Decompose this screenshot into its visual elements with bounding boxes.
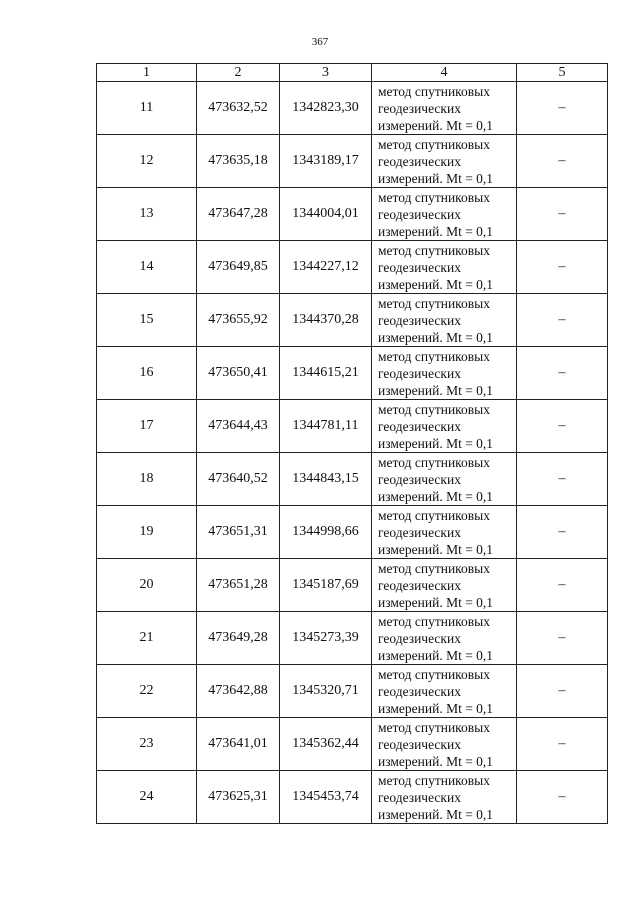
method-text-line: измерений. Mt = 0,1 — [378, 806, 494, 822]
point-number-cell: 18 — [97, 453, 197, 506]
method-cell — [372, 347, 517, 400]
method-text-line: геодезических — [378, 736, 461, 752]
method-text-line: метод спутниковых — [378, 83, 490, 99]
y-coordinate-cell: 1344843,15 — [280, 453, 372, 506]
method-text-line: метод спутниковых — [378, 507, 490, 523]
header-col-3: 3 — [280, 64, 372, 82]
method-text-line: геодезических — [378, 206, 461, 222]
header-col-5: 5 — [517, 64, 608, 82]
note-cell: – — [517, 612, 608, 665]
x-coordinate-cell: 473650,41 — [197, 347, 280, 400]
x-coordinate-cell: 473655,92 — [197, 294, 280, 347]
x-coordinate-cell: 473651,31 — [197, 506, 280, 559]
method-text-line: геодезических — [378, 312, 461, 328]
table-body — [97, 82, 608, 824]
table-row — [97, 347, 608, 400]
table-row — [97, 82, 608, 135]
note-cell: – — [517, 559, 608, 612]
method-cell — [372, 400, 517, 453]
y-coordinate-cell: 1344781,11 — [280, 400, 372, 453]
method-text-line: метод спутниковых — [378, 189, 490, 205]
note-cell: – — [517, 453, 608, 506]
method-text-line: геодезических — [378, 577, 461, 593]
table-row — [97, 771, 608, 824]
y-coordinate-cell: 1344998,66 — [280, 506, 372, 559]
y-coordinate-cell: 1344004,01 — [280, 188, 372, 241]
x-coordinate-cell: 473649,28 — [197, 612, 280, 665]
y-coordinate-cell: 1345320,71 — [280, 665, 372, 718]
method-text-line: геодезических — [378, 418, 461, 434]
x-coordinate-cell: 473649,85 — [197, 241, 280, 294]
y-coordinate-cell: 1345187,69 — [280, 559, 372, 612]
point-number-cell: 13 — [97, 188, 197, 241]
table-row — [97, 294, 608, 347]
point-number-cell: 20 — [97, 559, 197, 612]
method-text-line: измерений. Mt = 0,1 — [378, 488, 494, 504]
point-number-cell: 12 — [97, 135, 197, 188]
point-number-cell: 19 — [97, 506, 197, 559]
method-text-line: метод спутниковых — [378, 719, 490, 735]
method-text-line: метод спутниковых — [378, 136, 490, 152]
method-text-line: метод спутниковых — [378, 348, 490, 364]
method-text-line: геодезических — [378, 365, 461, 381]
method-text-line: геодезических — [378, 630, 461, 646]
point-number-cell: 11 — [97, 82, 197, 135]
method-text-line: геодезических — [378, 683, 461, 699]
method-cell — [372, 82, 517, 135]
page-number: 367 — [311, 36, 329, 48]
method-text-line: измерений. Mt = 0,1 — [378, 435, 494, 451]
x-coordinate-cell: 473635,18 — [197, 135, 280, 188]
note-cell: – — [517, 665, 608, 718]
table-row — [97, 135, 608, 188]
x-coordinate-cell: 473632,52 — [197, 82, 280, 135]
method-text-line: метод спутниковых — [378, 401, 490, 417]
point-number-cell: 21 — [97, 612, 197, 665]
method-cell — [372, 241, 517, 294]
method-cell — [372, 612, 517, 665]
method-text-line: измерений. Mt = 0,1 — [378, 700, 494, 716]
method-text-line: метод спутниковых — [378, 242, 490, 258]
method-text-line: геодезических — [378, 100, 461, 116]
method-cell — [372, 188, 517, 241]
method-cell — [372, 718, 517, 771]
table-row — [97, 506, 608, 559]
x-coordinate-cell: 473640,52 — [197, 453, 280, 506]
table-row — [97, 400, 608, 453]
method-text-line: измерений. Mt = 0,1 — [378, 170, 494, 186]
note-cell: – — [517, 135, 608, 188]
note-cell: – — [517, 294, 608, 347]
table-row — [97, 612, 608, 665]
method-text-line: измерений. Mt = 0,1 — [378, 329, 494, 345]
coordinates-table — [96, 63, 608, 824]
note-cell: – — [517, 400, 608, 453]
point-number-cell: 22 — [97, 665, 197, 718]
table-row — [97, 559, 608, 612]
header-col-4: 4 — [372, 64, 517, 82]
table-header — [97, 64, 608, 82]
table-row — [97, 665, 608, 718]
method-cell — [372, 559, 517, 612]
method-text-line: геодезических — [378, 259, 461, 275]
y-coordinate-cell: 1344615,21 — [280, 347, 372, 400]
method-cell — [372, 506, 517, 559]
method-cell — [372, 135, 517, 188]
method-cell — [372, 294, 517, 347]
method-text-line: измерений. Mt = 0,1 — [378, 594, 494, 610]
note-cell: – — [517, 241, 608, 294]
method-text-line: геодезических — [378, 524, 461, 540]
x-coordinate-cell: 473625,31 — [197, 771, 280, 824]
point-number-cell: 14 — [97, 241, 197, 294]
y-coordinate-cell: 1345273,39 — [280, 612, 372, 665]
x-coordinate-cell: 473644,43 — [197, 400, 280, 453]
note-cell: – — [517, 188, 608, 241]
point-number-cell: 15 — [97, 294, 197, 347]
method-text-line: метод спутниковых — [378, 295, 490, 311]
method-text-line: измерений. Mt = 0,1 — [378, 753, 494, 769]
note-cell: – — [517, 718, 608, 771]
method-text-line: измерений. Mt = 0,1 — [378, 276, 494, 292]
header-col-2: 2 — [197, 64, 280, 82]
table-row — [97, 718, 608, 771]
x-coordinate-cell: 473642,88 — [197, 665, 280, 718]
y-coordinate-cell: 1345362,44 — [280, 718, 372, 771]
note-cell: – — [517, 506, 608, 559]
method-text-line: метод спутниковых — [378, 454, 490, 470]
method-text-line: геодезических — [378, 471, 461, 487]
method-text-line: измерений. Mt = 0,1 — [378, 117, 494, 133]
method-text-line: измерений. Mt = 0,1 — [378, 382, 494, 398]
method-cell — [372, 771, 517, 824]
method-text-line: геодезических — [378, 789, 461, 805]
point-number-cell: 17 — [97, 400, 197, 453]
point-number-cell: 24 — [97, 771, 197, 824]
y-coordinate-cell: 1345453,74 — [280, 771, 372, 824]
point-number-cell: 23 — [97, 718, 197, 771]
method-text-line: метод спутниковых — [378, 560, 490, 576]
method-text-line: метод спутниковых — [378, 772, 490, 788]
header-row — [97, 64, 608, 82]
method-text-line: метод спутниковых — [378, 666, 490, 682]
method-text-line: метод спутниковых — [378, 613, 490, 629]
point-number-cell: 16 — [97, 347, 197, 400]
y-coordinate-cell: 1344227,12 — [280, 241, 372, 294]
y-coordinate-cell: 1343189,17 — [280, 135, 372, 188]
table-row — [97, 188, 608, 241]
x-coordinate-cell: 473651,28 — [197, 559, 280, 612]
method-cell — [372, 453, 517, 506]
x-coordinate-cell: 473647,28 — [197, 188, 280, 241]
note-cell: – — [517, 82, 608, 135]
x-coordinate-cell: 473641,01 — [197, 718, 280, 771]
y-coordinate-cell: 1344370,28 — [280, 294, 372, 347]
method-cell — [372, 665, 517, 718]
method-text-line: измерений. Mt = 0,1 — [378, 647, 494, 663]
table-row — [97, 453, 608, 506]
y-coordinate-cell: 1342823,30 — [280, 82, 372, 135]
method-text-line: измерений. Mt = 0,1 — [378, 223, 494, 239]
header-col-1: 1 — [97, 64, 197, 82]
note-cell: – — [517, 347, 608, 400]
table-row — [97, 241, 608, 294]
method-text-line: измерений. Mt = 0,1 — [378, 541, 494, 557]
note-cell: – — [517, 771, 608, 824]
method-text-line: геодезических — [378, 153, 461, 169]
